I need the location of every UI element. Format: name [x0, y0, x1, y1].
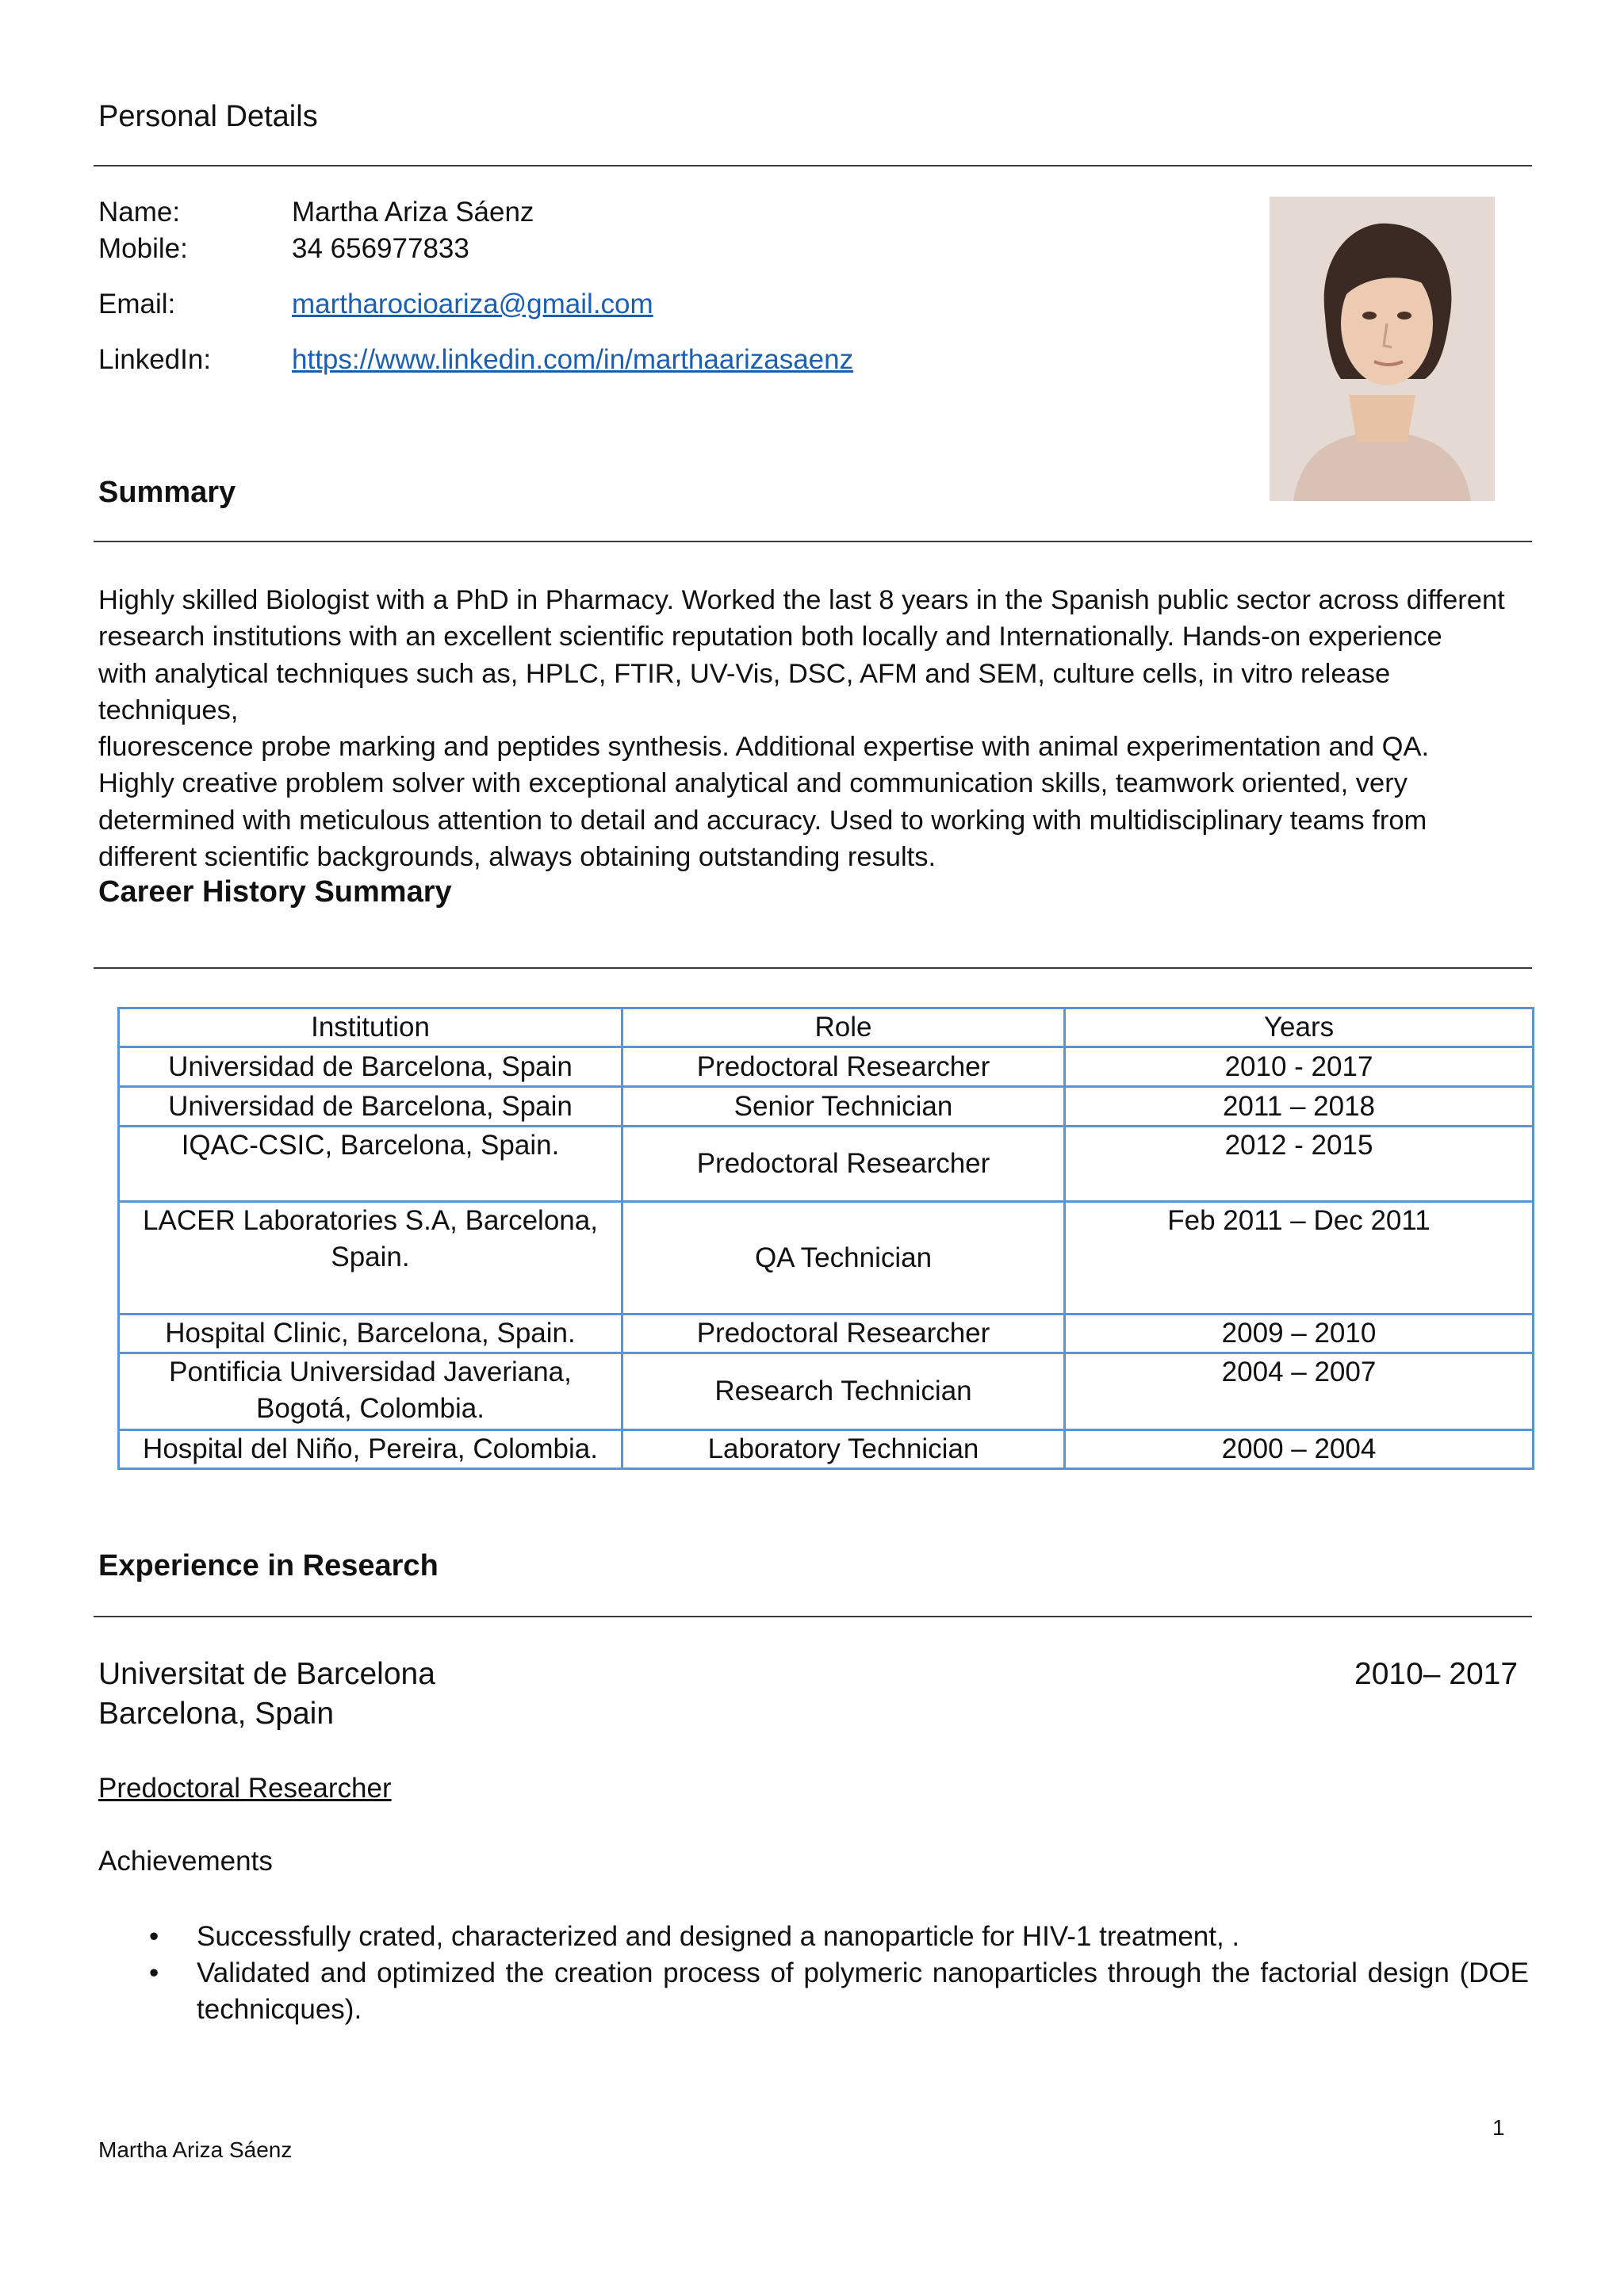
institution-cell: Hospital del Niño, Pereira, Colombia. [119, 1430, 622, 1469]
table-header-row [119, 1008, 1534, 1047]
summary-line: with analytical techniques such as, HPLC, FTIR, UV-Vis, DSC, AFM and SEM, culture cells, in vitro release techniques, [98, 658, 1391, 725]
column-header-role: Role [622, 1008, 1065, 1047]
years-cell: Feb 2011 – Dec 2011 [1065, 1202, 1534, 1314]
employer-name: Universitat de Barcelona [98, 1657, 435, 1691]
table-row [119, 1087, 1534, 1127]
achievements-heading: Achievements [98, 1846, 273, 1877]
summary-line: Highly skilled Biologist with a PhD in Pharmacy. Worked the last 8 years in the Spanish public sector across different [98, 585, 1505, 615]
mobile-value: 34 656977833 [292, 233, 469, 264]
profile-photo [1270, 197, 1495, 501]
years-cell: 2010 - 2017 [1065, 1047, 1534, 1087]
divider [94, 967, 1532, 969]
employment-period: 2010– 2017 [1354, 1657, 1519, 1691]
role-cell: QA Technician [622, 1202, 1065, 1314]
list-item [149, 1955, 1529, 2028]
portrait-image [1270, 197, 1495, 501]
summary-line: research institutions with an excellent scientific reputation both locally and Internationally. Hands-on experience [98, 622, 1442, 652]
achievement-text: Validated and optimized the creation process of polymeric nanoparticles through the factorial design (DOE technicques). [197, 1957, 1529, 2025]
summary-line: Highly creative problem solver with exceptional analytical and communication skills, teamwork oriented, very [98, 768, 1408, 799]
career-history-heading: Career History Summary [98, 875, 452, 909]
role-cell: Predoctoral Researcher [622, 1047, 1065, 1087]
years-cell: 2011 – 2018 [1065, 1087, 1534, 1127]
table-row [119, 1047, 1534, 1087]
divider [94, 1616, 1532, 1617]
divider [94, 541, 1532, 542]
role-cell: Laboratory Technician [622, 1430, 1065, 1469]
table-row [119, 1202, 1534, 1314]
institution-cell: Hospital Clinic, Barcelona, Spain. [119, 1314, 622, 1353]
mobile-label: Mobile: [98, 233, 188, 264]
summary-line: different scientific backgrounds, always obtaining outstanding results. [98, 842, 936, 873]
name-value: Martha Ariza Sáenz [292, 197, 534, 228]
experience-heading: Experience in Research [98, 1549, 439, 1582]
name-label: Name: [98, 197, 181, 228]
institution-cell: IQAC-CSIC, Barcelona, Spain. [119, 1127, 622, 1202]
institution-cell: Universidad de Barcelona, Spain [119, 1087, 622, 1127]
page-number: 1 [1492, 2115, 1505, 2140]
table-row [119, 1127, 1534, 1202]
job-role: Predoctoral Researcher [98, 1773, 392, 1804]
personal-details-heading: Personal Details [98, 100, 318, 133]
table-row [119, 1430, 1534, 1469]
bullet-icon: • [149, 1921, 159, 1952]
institution-cell: Pontificia Universidad Javeriana, Bogotá, Colombia. [119, 1353, 622, 1430]
career-history-table [117, 1007, 1534, 1470]
employer-location: Barcelona, Spain [98, 1697, 335, 1731]
column-header-years: Years [1065, 1008, 1534, 1047]
divider [94, 165, 1532, 166]
footer-name: Martha Ariza Sáenz [98, 2137, 293, 2162]
column-header-institution: Institution [119, 1008, 622, 1047]
role-cell: Predoctoral Researcher [622, 1127, 1065, 1202]
role-cell: Research Technician [622, 1353, 1065, 1430]
email-label: Email: [98, 289, 176, 320]
summary-line: fluorescence probe marking and peptides synthesis. Additional expertise with animal experimentation and QA. [98, 732, 1430, 763]
summary-line: determined with meticulous attention to detail and accuracy. Used to working with multidisciplinary teams from [98, 805, 1427, 836]
list-item [149, 1919, 1529, 1955]
table-row [119, 1353, 1534, 1430]
summary-heading: Summary [98, 476, 236, 509]
achievements-list [149, 1919, 1529, 2028]
years-cell: 2012 - 2015 [1065, 1127, 1534, 1202]
institution-cell: LACER Laboratories S.A, Barcelona, Spain. [119, 1202, 622, 1314]
table-row [119, 1314, 1534, 1353]
linkedin-link[interactable]: https://www.linkedin.com/in/marthaarizasaenz [292, 344, 854, 375]
linkedin-label: LinkedIn: [98, 344, 212, 375]
summary-text [98, 582, 1526, 875]
institution-cell: Universidad de Barcelona, Spain [119, 1047, 622, 1087]
role-cell: Senior Technician [622, 1087, 1065, 1127]
role-cell: Predoctoral Researcher [622, 1314, 1065, 1353]
bullet-icon: • [149, 1957, 159, 1988]
email-link[interactable]: martharocioariza@gmail.com [292, 289, 653, 320]
years-cell: 2009 – 2010 [1065, 1314, 1534, 1353]
years-cell: 2004 – 2007 [1065, 1353, 1534, 1430]
achievement-text: Successfully crated, characterized and designed a nanoparticle for HIV-1 treatment, . [197, 1921, 1240, 1952]
years-cell: 2000 – 2004 [1065, 1430, 1534, 1469]
